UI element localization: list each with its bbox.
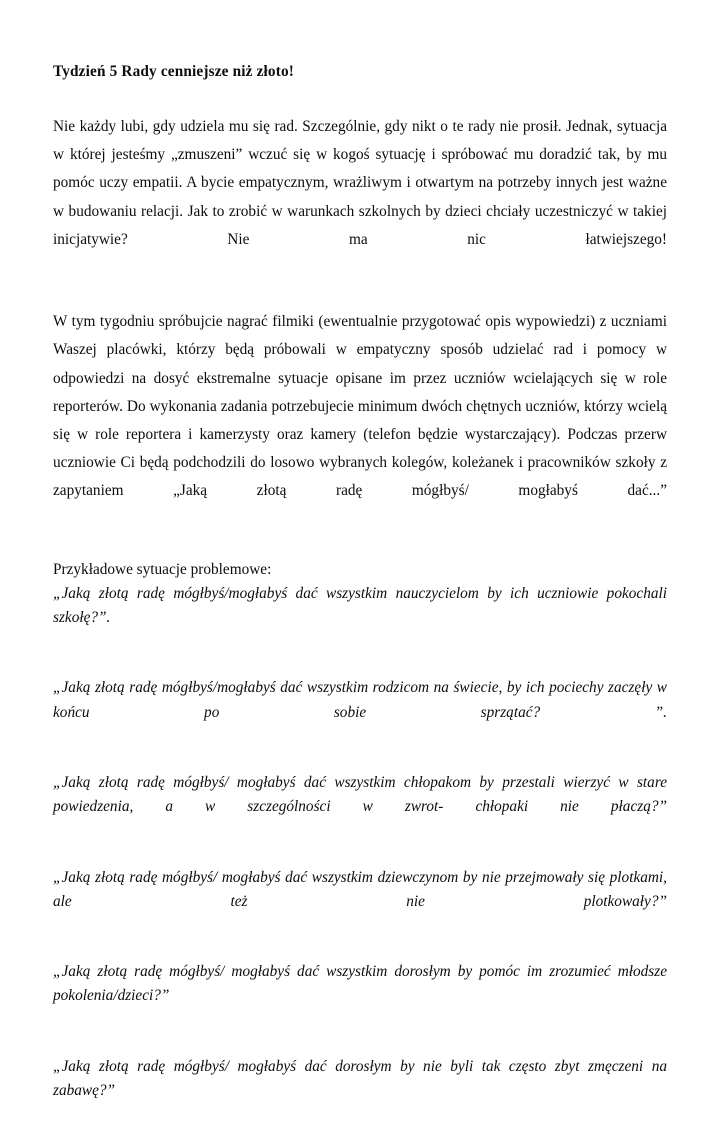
example-quote-3: „Jaką złotą radę mógłbyś/ mogłabyś dać wszystkim chłopakom by przestali wierzyć w stare powiedzenia, a w szczególności w zwrot- chłopaki nie płaczą?”	[53, 774, 667, 816]
examples-spacer-5	[53, 1033, 667, 1055]
example-quote-2: „Jaką złotą radę mógłbyś/mogłabyś dać wszystkim rodzicom na świecie, by ich pociechy zaczęły w końcu po sobie sprzątać? ”.	[53, 679, 667, 721]
page-title: Tydzień 5 Rady cenniejsze niż złoto!	[53, 63, 295, 80]
examples-spacer-2	[53, 749, 667, 771]
body-paragraph-1: Nie każdy lubi, gdy udziela mu się rad. Szczególnie, gdy nikt o te rady nie prosił. Jednak, sytuacja w której jesteśmy „zmuszeni” wczuć się w kogoś sytuację i spróbować mu doradzić tak, by mu pomóc uczy empatii. A bycie empatycznym, wrażliwym i otwartym na potrzeby innych jest ważne w budowaniu relacji. Jak to zrobić w warunkach szkolnych by dzieci chciały uczestniczyć w takiej inicjatywie? Nie ma nic łatwiejszego!	[53, 118, 667, 248]
examples-spacer-4	[53, 938, 667, 960]
examples-spacer-1	[53, 654, 667, 676]
body-paragraph-2: W tym tygodniu spróbujcie nagrać filmiki (ewentualnie przygotować opis wypowiedzi) z uczniami Waszej placówki, którzy będą próbowali w empatyczny sposób udzielać rad i pomocy w odpowiedzi na dosyć ekstremalne sytuacje opisane im przez uczniów wcielających się w role reporterów. Do wykonania zadania potrzebujecie minimum dwóch chętnych uczniów, którzy wcielą się w role reportera i kamerzysty oraz kamery (telefon będzie wystarczający). Podczas przerw uczniowie Ci będą podchodzili do losowo wybranych kolegów, koleżanek i pracowników szkoły z zapytaniem „Jaką złotą radę mógłbyś/ mogłabyś dać...”	[53, 313, 667, 500]
document-body	[53, 62, 667, 1128]
examples-spacer-3	[53, 844, 667, 866]
example-quote-5: „Jaką złotą radę mógłbyś/ mogłabyś dać wszystkim dorosłym by pomóc im zrozumieć młodsze pokolenia/dzieci?”	[53, 963, 667, 1005]
title-spacer	[53, 82, 667, 113]
example-quote-1: „Jaką złotą radę mógłbyś/mogłabyś dać wszystkim nauczycielom by ich uczniowie pokochali szkołę?”.	[53, 584, 667, 627]
examples-label: Przykładowe sytuacje problemowe:	[53, 560, 272, 578]
paragraph-spacer-1	[53, 282, 667, 308]
example-quote-6: „Jaką złotą radę mógłbyś/ mogłabyś dać dorosłym by nie byli tak często zbyt zmęczeni na zabawę?”	[53, 1057, 667, 1100]
paragraph-spacer-2	[53, 534, 667, 558]
example-quote-4: „Jaką złotą radę mógłbyś/ mogłabyś dać wszystkim dziewczynom by nie przejmowały się plotkami, ale też nie plotkowały?”	[53, 868, 667, 910]
